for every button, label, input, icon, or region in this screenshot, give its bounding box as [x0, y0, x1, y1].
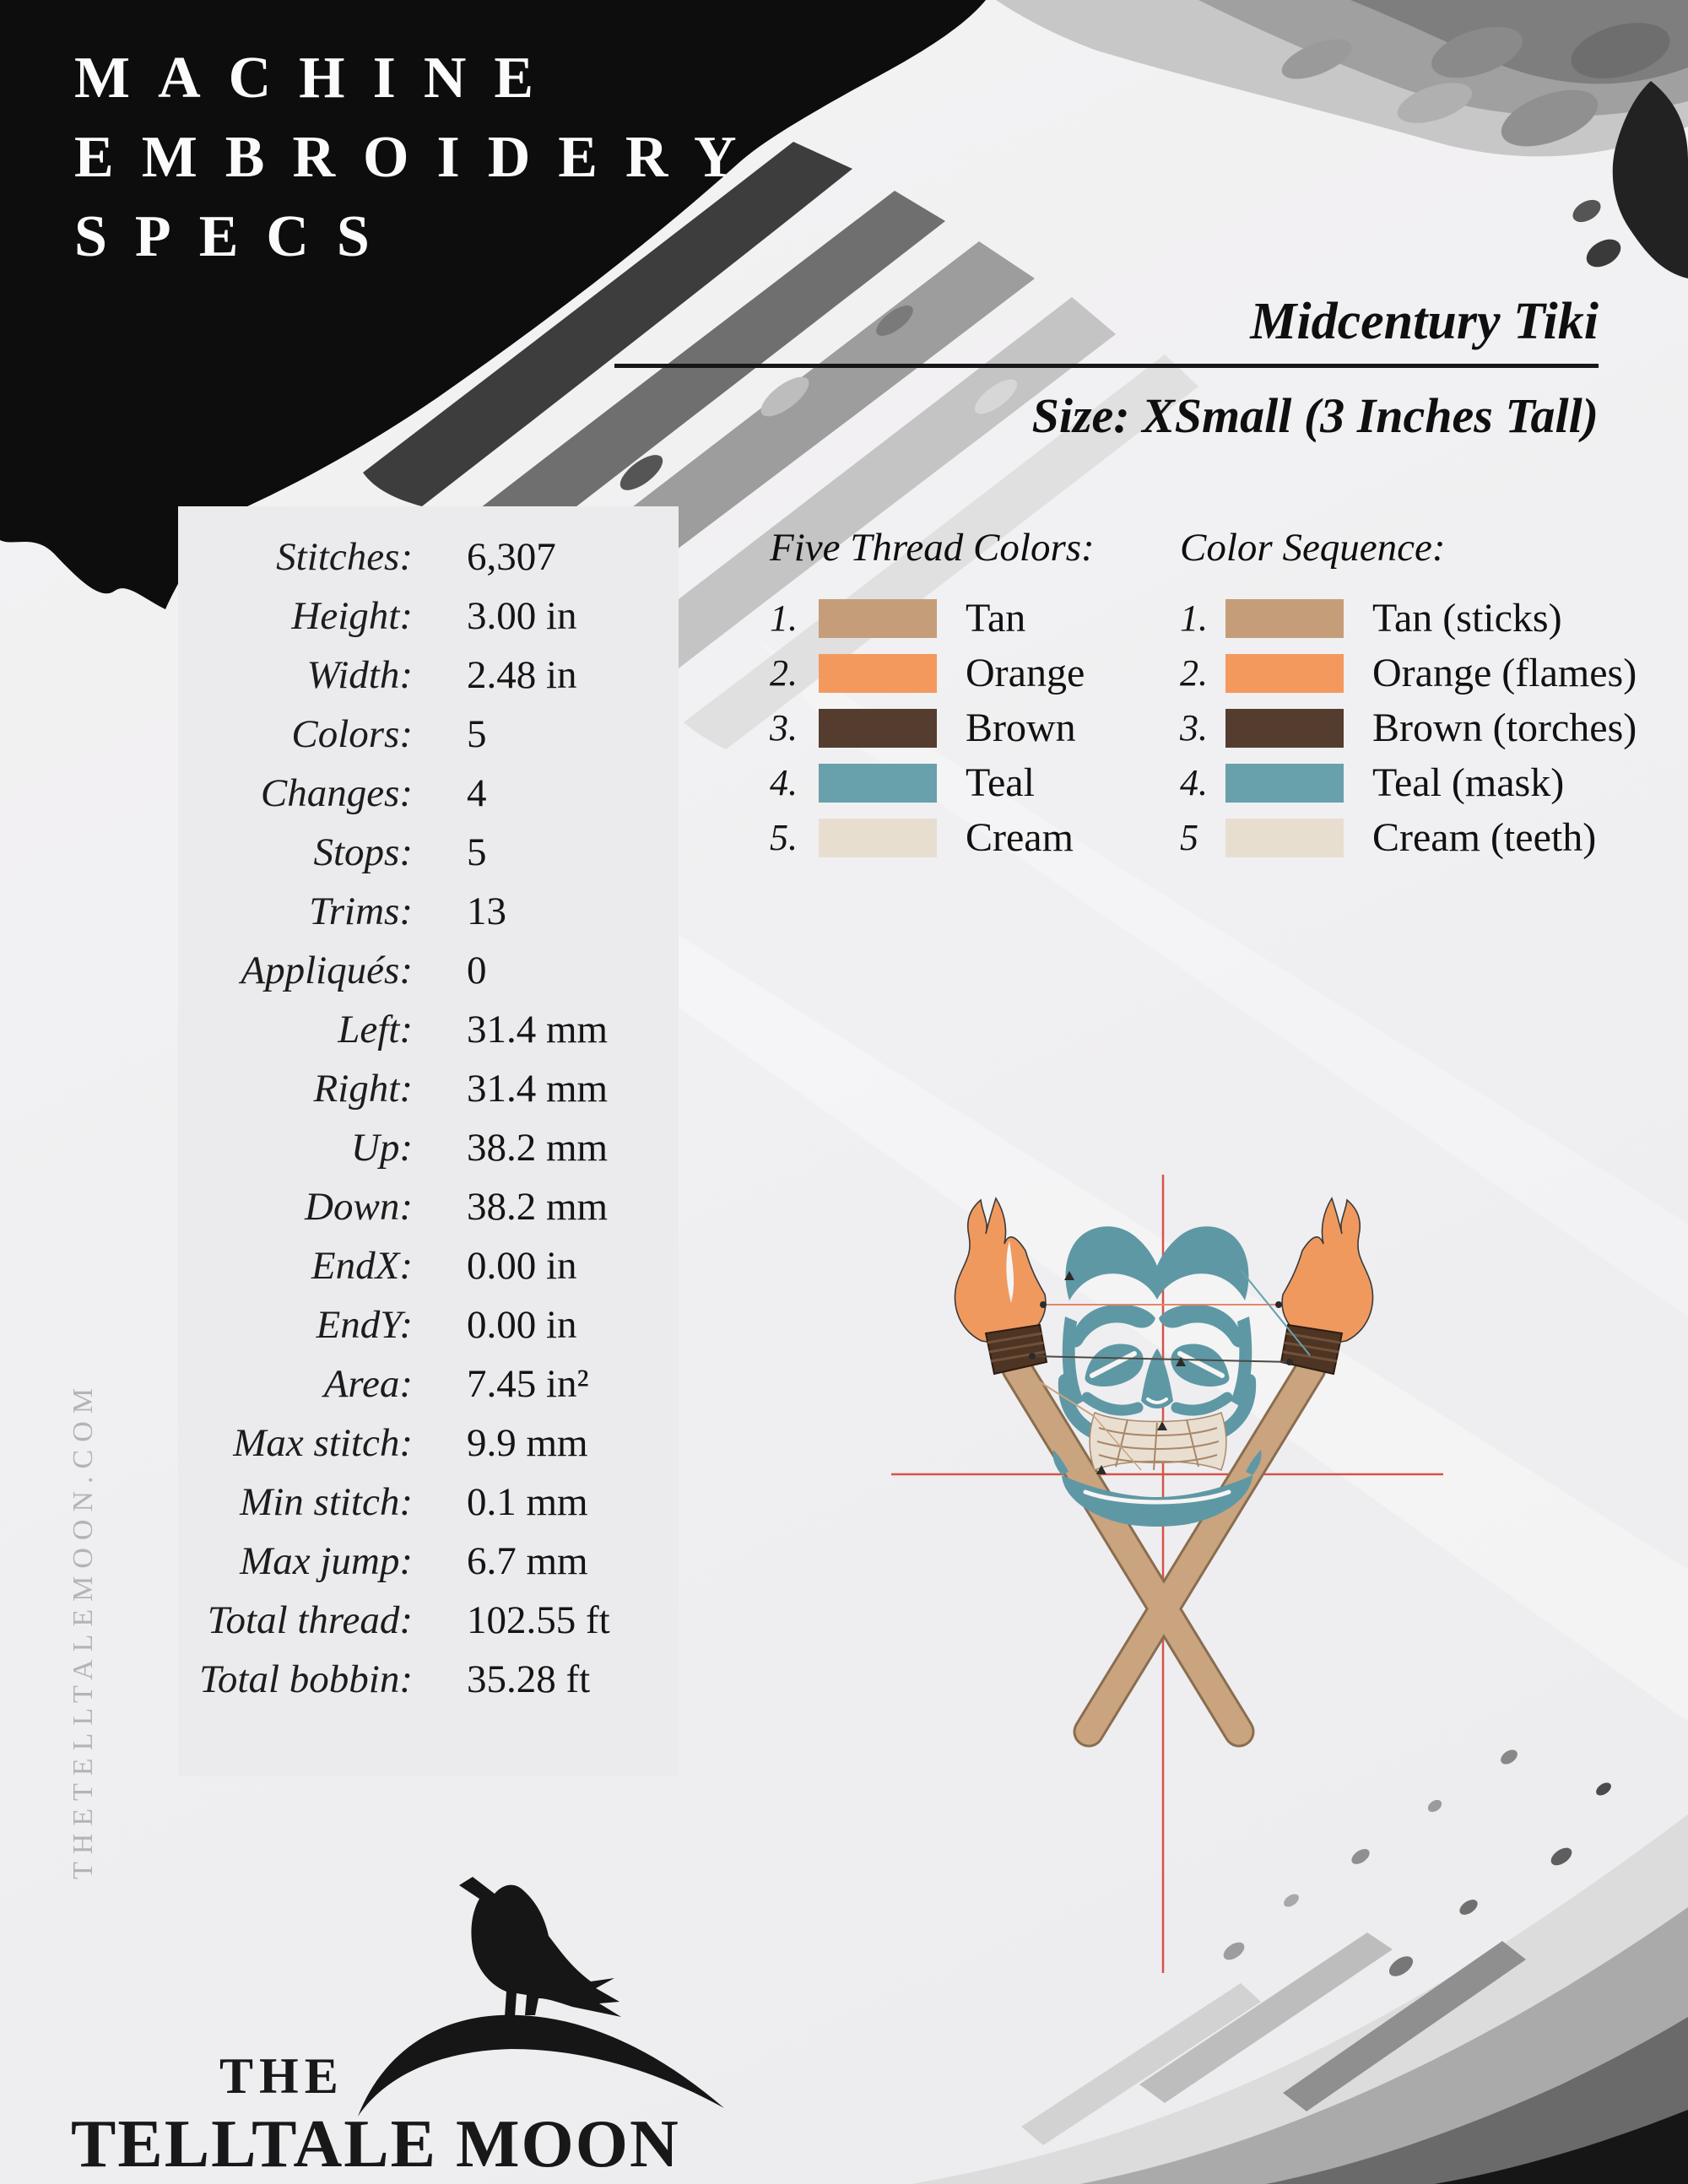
color-sequence-item: [1180, 646, 1637, 700]
specs-panel: [178, 506, 679, 1776]
spec-label: Max jump:: [240, 1539, 413, 1583]
spec-row: [178, 1354, 679, 1414]
color-name: Teal (mask): [1372, 760, 1565, 805]
spec-value: 13: [467, 889, 506, 933]
spec-label: Min stitch:: [240, 1480, 413, 1524]
thread-colors-list: [770, 591, 1085, 865]
color-swatch: [1225, 819, 1344, 857]
spec-value: 6,307: [467, 535, 556, 579]
thread-color-item: [770, 591, 1085, 646]
spec-row: [178, 1591, 679, 1650]
left-torch-wrap: [986, 1325, 1047, 1374]
logo-marks: [358, 1877, 724, 2116]
thread-color-item: [770, 810, 1085, 865]
color-swatch: [1225, 764, 1344, 803]
color-number: 1.: [1180, 597, 1208, 639]
spec-row: [178, 705, 679, 764]
color-sequence-item: [1180, 591, 1637, 646]
mask-brow: [1066, 1226, 1249, 1300]
spec-label: EndY:: [316, 1303, 413, 1347]
spec-row: [178, 1414, 679, 1473]
color-number: 4.: [770, 762, 798, 803]
color-number: 1.: [770, 597, 798, 639]
page-title-line: SPECS: [74, 204, 398, 269]
spec-value: 4: [467, 771, 487, 815]
spec-label: Down:: [305, 1185, 413, 1229]
spec-label: Up:: [350, 1126, 413, 1170]
thread-color-item: [770, 646, 1085, 700]
color-number: 3.: [1180, 707, 1208, 749]
paint-blob: [1593, 1780, 1613, 1797]
color-name: Cream (teeth): [1372, 815, 1597, 860]
color-swatch: [819, 764, 937, 803]
color-sequence-heading: Color Sequence:: [1180, 526, 1446, 570]
paint-blob: [1582, 234, 1626, 273]
mask-underbrow-right: [1159, 1305, 1243, 1348]
color-name: Orange: [966, 651, 1085, 695]
stitch-node: [1286, 1359, 1293, 1365]
website-vertical-text: THETELLTALEMOON.COM: [68, 1381, 99, 1880]
crescent-moon-icon: [358, 2015, 724, 2116]
spec-value: 2.48 in: [467, 653, 577, 697]
page-title: [74, 39, 765, 277]
tiki-embroidery-preview: [844, 1156, 1469, 1992]
color-sequence-item: [1180, 810, 1637, 865]
spec-value: 5: [467, 830, 487, 874]
spec-row: [178, 527, 679, 587]
spec-row: [178, 941, 679, 1000]
spec-value: 9.9 mm: [467, 1421, 588, 1465]
color-name: Tan: [966, 596, 1026, 641]
color-sequence-list: [1180, 591, 1637, 865]
spec-row: [178, 587, 679, 646]
thread-color-item: [770, 755, 1085, 810]
spec-value: 38.2 mm: [467, 1185, 609, 1229]
spec-value: 31.4 mm: [467, 1008, 609, 1051]
thread-color-item: [770, 700, 1085, 755]
color-swatch: [819, 709, 937, 748]
color-name: Cream: [966, 815, 1074, 860]
design-name-title: Midcentury Tiki: [1250, 293, 1599, 350]
mask-cheek-arc-right: [1177, 1397, 1227, 1410]
spec-label: Colors:: [291, 712, 413, 756]
left-torch-flame-icon: [955, 1198, 1045, 1342]
spec-row: [178, 1473, 679, 1532]
color-swatch: [1225, 709, 1344, 748]
mask-underbrow-left: [1071, 1305, 1155, 1348]
size-subtitle: Size: XSmall (3 Inches Tall): [1031, 388, 1599, 443]
spec-row: [178, 882, 679, 941]
spec-label: Appliqués:: [241, 949, 413, 992]
stitch-node: [1275, 1301, 1282, 1308]
page-title-line: EMBROIDERY: [74, 125, 765, 190]
paint-blob: [1569, 195, 1604, 226]
color-number: 5.: [770, 817, 798, 858]
spec-value: 7.45 in²: [467, 1362, 589, 1406]
color-name: Brown (torches): [1372, 705, 1637, 750]
color-swatch: [819, 819, 937, 857]
spec-row: [178, 1532, 679, 1591]
spec-label: Total bobbin:: [199, 1657, 413, 1701]
stitch-node: [1029, 1353, 1036, 1360]
color-number: 5: [1180, 817, 1198, 858]
spec-label: Trims:: [309, 889, 413, 933]
mask-teeth-panel: [1090, 1413, 1226, 1470]
stitch-node: [1040, 1301, 1047, 1308]
brand-line-the: THE: [219, 2048, 344, 2104]
spec-row: [178, 1118, 679, 1177]
spec-row: [178, 823, 679, 882]
color-number: 2.: [770, 652, 798, 694]
spec-row: [178, 1650, 679, 1709]
spec-value: 0.1 mm: [467, 1480, 588, 1524]
color-swatch: [819, 599, 937, 638]
spec-value: 0: [467, 949, 487, 992]
color-number: 2.: [1180, 652, 1208, 694]
spec-label: Width:: [306, 653, 413, 697]
spec-label: Stops:: [313, 830, 413, 874]
spec-row: [178, 764, 679, 823]
spec-row: [178, 1177, 679, 1236]
paint-blob: [1498, 1747, 1520, 1767]
color-name: Brown: [966, 705, 1076, 750]
page-title-line: MACHINE: [74, 46, 562, 111]
spec-label: Right:: [313, 1067, 413, 1111]
spec-label: EndX:: [311, 1244, 413, 1288]
spec-row: [178, 1295, 679, 1354]
spec-row: [178, 1236, 679, 1295]
mask-nose: [1141, 1349, 1173, 1408]
spec-value: 0.00 in: [467, 1244, 577, 1288]
thread-colors-heading: Five Thread Colors:: [770, 526, 1095, 570]
header-divider-line: [614, 364, 1599, 368]
spec-row: [178, 646, 679, 705]
spec-label: Area:: [323, 1362, 413, 1406]
spec-label: Changes:: [260, 771, 413, 815]
spec-row: [178, 1000, 679, 1059]
right-torch-flame-icon: [1282, 1198, 1372, 1342]
color-name: Tan (sticks): [1372, 596, 1562, 641]
spec-value: 3.00 in: [467, 594, 577, 638]
spec-value: 38.2 mm: [467, 1126, 609, 1170]
spec-label: Height:: [291, 594, 413, 638]
color-number: 4.: [1180, 762, 1208, 803]
spec-value: 5: [467, 712, 487, 756]
spec-label: Left:: [338, 1008, 413, 1051]
spec-label: Max stitch:: [233, 1421, 413, 1465]
color-name: Orange (flames): [1372, 651, 1637, 695]
raven-icon: [459, 1877, 621, 2017]
color-swatch: [1225, 654, 1344, 693]
color-sequence-item: [1180, 700, 1637, 755]
spec-value: 35.28 ft: [467, 1657, 591, 1701]
spec-label: Stitches:: [276, 535, 413, 579]
spec-value: 6.7 mm: [467, 1539, 588, 1583]
color-swatch: [819, 654, 937, 693]
brand-line-telltale-moon: TELLTALE MOON: [71, 2107, 680, 2181]
mask-cheek-arc-left: [1087, 1397, 1138, 1410]
spec-value: 102.55 ft: [467, 1598, 610, 1642]
spec-label: Total thread:: [207, 1598, 413, 1642]
color-number: 3.: [770, 707, 798, 749]
spec-value: 31.4 mm: [467, 1067, 609, 1111]
paint-blob: [1548, 1844, 1575, 1868]
spec-row: [178, 1059, 679, 1118]
color-swatch: [1225, 599, 1344, 638]
spec-value: 0.00 in: [467, 1303, 577, 1347]
color-sequence-item: [1180, 755, 1637, 810]
color-name: Teal: [966, 760, 1035, 805]
